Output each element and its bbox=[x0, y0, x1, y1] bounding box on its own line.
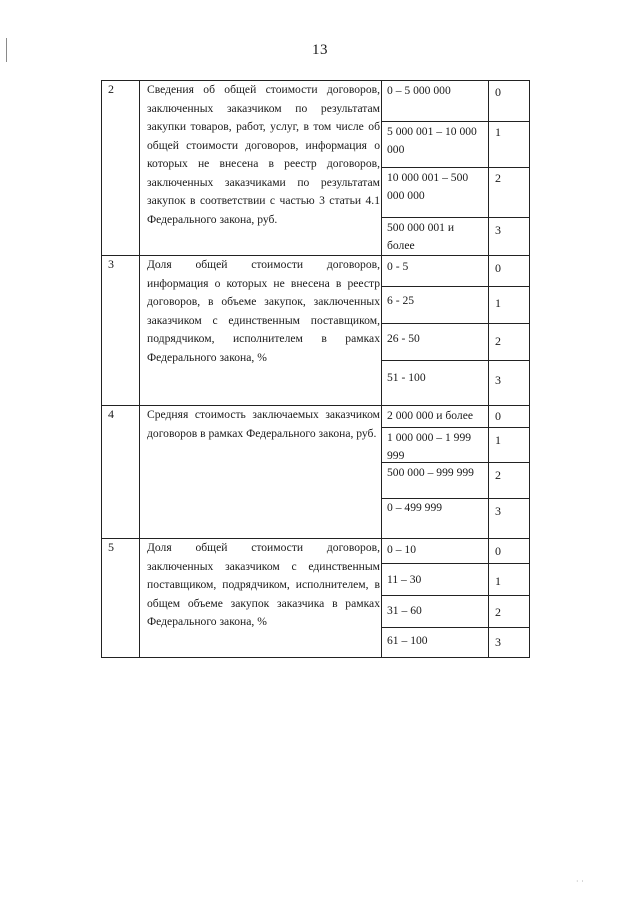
range-value: 0 – 499 999 bbox=[387, 501, 443, 514]
score-value: 0 bbox=[495, 409, 501, 423]
score-value: 1 bbox=[495, 574, 501, 588]
range-value: 61 – 100 bbox=[387, 634, 428, 647]
range-value: 500 000 – 999 999 bbox=[387, 466, 474, 479]
range-value: 0 - 5 bbox=[387, 260, 409, 273]
score-value: 0 bbox=[495, 544, 501, 558]
scan-artifact: ˙ ˙ bbox=[575, 879, 584, 889]
range-value: 31 – 60 bbox=[387, 604, 422, 617]
score-value: 1 bbox=[495, 433, 501, 447]
score-value: 0 bbox=[495, 261, 501, 275]
table-row bbox=[102, 256, 529, 405]
row-number: 5 bbox=[108, 540, 114, 554]
score-value: 0 bbox=[495, 85, 501, 99]
score-value: 1 bbox=[495, 296, 501, 310]
range-value: 500 000 001 и более bbox=[387, 221, 455, 252]
range-value: 10 000 001 – 500 000 000 bbox=[387, 171, 469, 202]
score-value: 1 bbox=[495, 125, 501, 139]
row-number: 4 bbox=[108, 407, 114, 421]
range-value: 5 000 001 – 10 000 000 bbox=[387, 125, 477, 156]
score-value: 3 bbox=[495, 504, 501, 518]
row-description: Доля общей стоимости договоров, информация о которых не внесена в реестр договоров, в объеме закупок, заключенных заказчиком с единственным поставщиком, подрядчиком, исполнителем в рамках Федерального закона, % bbox=[147, 258, 380, 364]
row-number: 2 bbox=[108, 82, 114, 96]
score-value: 2 bbox=[495, 605, 501, 619]
page-number: 13 bbox=[312, 42, 328, 58]
table-row bbox=[102, 81, 529, 255]
row-description: Средняя стоимость заключаемых заказчиком договоров в рамках Федерального закона, руб. bbox=[147, 408, 380, 440]
range-value: 26 - 50 bbox=[387, 332, 420, 345]
score-value: 2 bbox=[495, 468, 501, 482]
table-row bbox=[102, 539, 529, 657]
range-value: 6 - 25 bbox=[387, 294, 415, 307]
range-value: 1 000 000 – 1 999 999 bbox=[387, 431, 472, 462]
row-description: Сведения об общей стоимости договоров, заключенных заказчиком по результатам закупки товаров, работ, услуг, в том числе об общей стоимости договоров, информация о которых не внесена в реестр договоров, заключенных заказчиками по результатам закупок в соответствии с частью 3 статьи 4.1 Федерального закона, руб. bbox=[147, 83, 380, 226]
range-value: 0 – 10 bbox=[387, 543, 416, 556]
range-value: 51 - 100 bbox=[387, 371, 426, 384]
row-number: 3 bbox=[108, 257, 114, 271]
range-value: 2 000 000 и более bbox=[387, 409, 473, 422]
range-value: 11 – 30 bbox=[387, 573, 422, 586]
score-value: 3 bbox=[495, 635, 501, 649]
criteria-table bbox=[101, 80, 530, 658]
score-value: 3 bbox=[495, 223, 501, 237]
score-value: 2 bbox=[495, 171, 501, 185]
range-value: 0 – 5 000 000 bbox=[387, 84, 451, 97]
score-value: 2 bbox=[495, 334, 501, 348]
score-value: 3 bbox=[495, 373, 501, 387]
table-row bbox=[102, 406, 529, 538]
row-description: Доля общей стоимости договоров, заключенных заказчиком с единственным поставщиком, подрядчиком, исполнителем, в общем объеме закупок заказчика в рамках Федерального закона, % bbox=[147, 541, 380, 628]
